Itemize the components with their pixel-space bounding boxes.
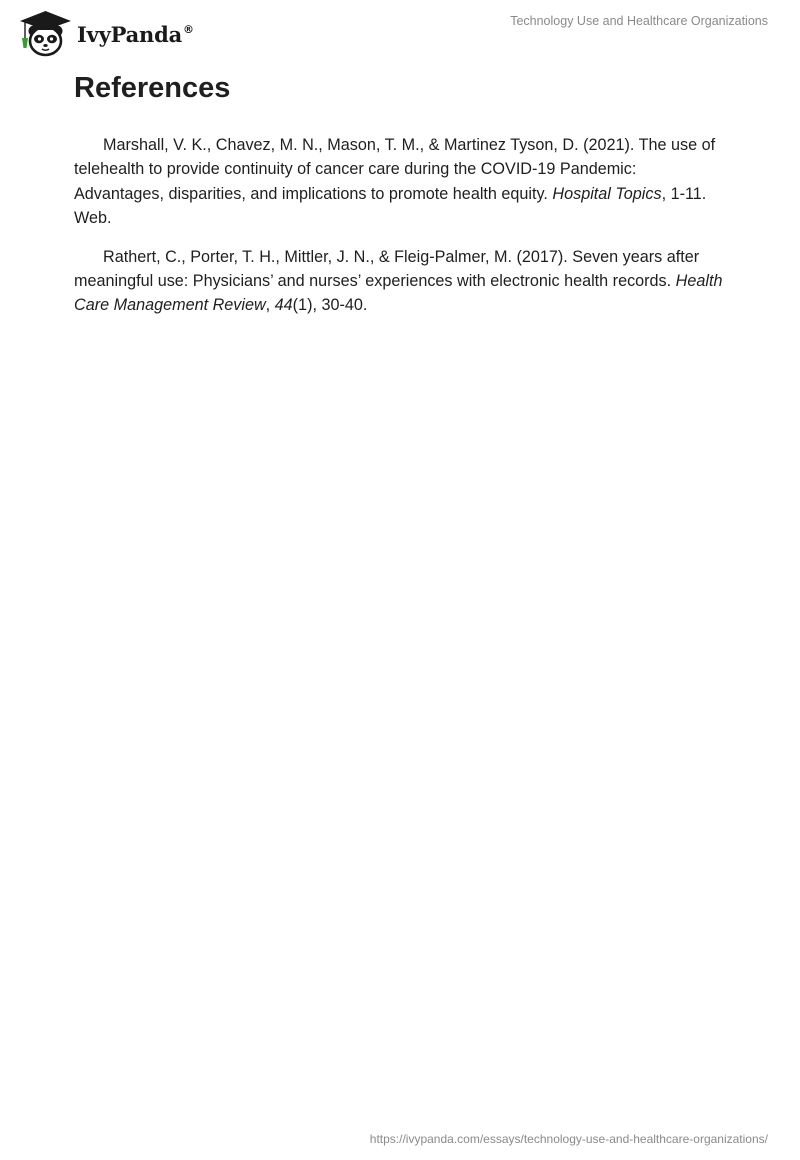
reference-entry [74,245,724,318]
ivypanda-logo[interactable] [14,8,194,58]
reference-pages: (1), 30-40. [292,296,368,315]
references-heading: References [74,72,231,104]
reference-separator: , [265,296,275,315]
registered-mark: ® [183,22,194,36]
reference-text: Rathert, C., Porter, T. H., Mittler, J. N., & Fleig-Palmer, M. (2017). Seven years after meaningful use: Physicians’ and nurses’ experiences with electronic health records. [74,247,700,291]
reference-pages: , 1-11. Web. [74,184,707,228]
journal-title: Health Care Management Review [74,272,723,315]
reference-entry [74,133,724,231]
reference-text: Marshall, V. K., Chavez, M. N., Mason, T. M., & Martinez Tyson, D. (2021). The use of telehealth to provide continuity of cancer care during the COVID-19 Pandemic: Advantages, disparities, and implications to promote health equity. [74,136,716,203]
journal-volume: 44 [274,296,293,315]
document-title: Technology Use and Healthcare Organizations [510,14,768,28]
journal-title: Hospital Topics [552,184,662,203]
references-list [74,133,724,332]
brand-name: IvyPanda® [77,21,194,47]
panda-graduate-icon [14,8,76,58]
source-url[interactable]: https://ivypanda.com/essays/technology-use-and-healthcare-organizations/ [369,1132,768,1146]
